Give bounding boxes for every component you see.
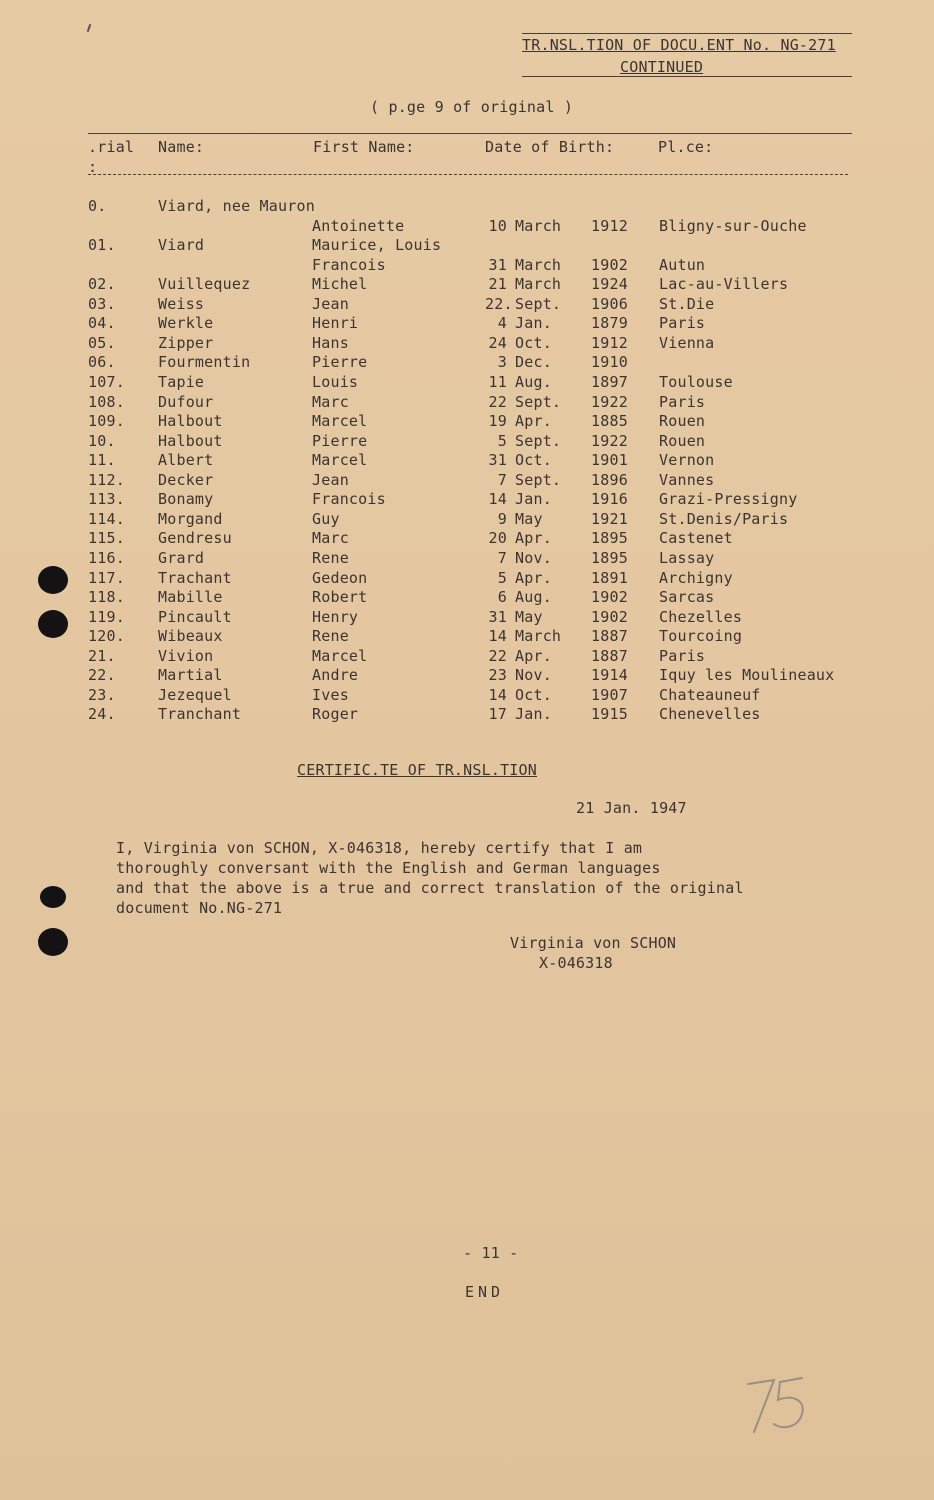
column-header-place: Pl.ce: bbox=[658, 138, 714, 156]
birthplace-cell: Lac-au-Villers bbox=[659, 275, 789, 294]
first-name-cell: Jean bbox=[312, 294, 349, 313]
surname-cell: Tapie bbox=[158, 373, 205, 391]
signature-id: X-046318 bbox=[539, 954, 613, 972]
birthplace-cell: Sarcas bbox=[659, 588, 715, 606]
first-name-cell: Marc bbox=[312, 392, 349, 411]
birthplace-cell: Vernon bbox=[659, 451, 715, 470]
surname-cell: Grard bbox=[158, 548, 205, 567]
birth-month-cell: Aug. bbox=[515, 588, 552, 606]
first-name-cell: Marcel bbox=[312, 646, 368, 665]
certificate-date: 21 Jan. 1947 bbox=[576, 799, 687, 817]
birth-day-cell: 5 bbox=[497, 568, 507, 587]
surname-cell: Decker bbox=[158, 470, 214, 489]
birth-day-cell: 7 bbox=[497, 548, 507, 567]
surname-cell: Zipper bbox=[158, 333, 214, 352]
serial-number: 10. bbox=[88, 431, 116, 450]
first-name-cell: Marcel bbox=[312, 451, 368, 470]
surname-cell: Pincault bbox=[158, 607, 232, 626]
surname-cell: Gendresu bbox=[158, 529, 232, 548]
certificate-line: and that the above is a true and correct translation of the original bbox=[116, 879, 744, 897]
birth-day-cell: 22 bbox=[488, 392, 507, 411]
birth-month-cell: Nov. bbox=[515, 548, 552, 567]
surname-cell: Trachant bbox=[158, 568, 232, 587]
first-name-cell: Maurice, Louis bbox=[312, 236, 442, 255]
surname-cell: Fourmentin bbox=[158, 353, 251, 372]
birthplace-cell: Vannes bbox=[659, 470, 715, 489]
first-name-cell: Gedeon bbox=[312, 568, 368, 587]
serial-number: 118. bbox=[88, 588, 125, 606]
surname-cell: Martial bbox=[158, 666, 223, 685]
birth-month-cell: Sept. bbox=[515, 392, 562, 411]
birthplace-cell: Autun bbox=[659, 255, 706, 274]
birth-year-cell: 1885 bbox=[591, 412, 628, 431]
surname-cell: Halbout bbox=[158, 431, 223, 450]
birthplace-cell: Chezelles bbox=[659, 607, 743, 626]
birth-year-cell: 1902 bbox=[591, 607, 628, 626]
birth-day-cell: 23 bbox=[488, 666, 507, 685]
birth-month-cell: Nov. bbox=[515, 666, 552, 685]
first-name-cell: Henri bbox=[312, 314, 359, 333]
birth-year-cell: 1915 bbox=[591, 705, 628, 724]
first-name-cell: Ives bbox=[312, 685, 349, 704]
birth-month-cell: Jan. bbox=[515, 705, 552, 724]
certificate-line: document No.NG-271 bbox=[116, 899, 283, 917]
header-bottom-rule bbox=[522, 76, 852, 77]
first-name-cell: Jean bbox=[312, 470, 349, 489]
serial-number: 21. bbox=[88, 646, 116, 665]
serial-number: 115. bbox=[88, 529, 125, 548]
serial-number: 02. bbox=[88, 275, 116, 294]
birth-year-cell: 1891 bbox=[591, 568, 628, 587]
birthplace-cell: Chateauneuf bbox=[659, 685, 761, 704]
first-name-cell: Michel bbox=[312, 275, 368, 294]
serial-number: 0. bbox=[88, 197, 107, 215]
birth-year-cell: 1906 bbox=[591, 294, 628, 313]
surname-cell: Dufour bbox=[158, 392, 214, 411]
serial-number: 117. bbox=[88, 568, 125, 587]
birth-day-cell: 10 bbox=[488, 216, 507, 235]
birth-year-cell: 1922 bbox=[591, 431, 628, 450]
birth-year-cell: 1912 bbox=[591, 333, 628, 352]
punch-hole bbox=[38, 610, 68, 638]
first-name-cell: Francois bbox=[312, 255, 386, 274]
serial-number: 06. bbox=[88, 353, 116, 372]
birth-day-cell: 19 bbox=[488, 412, 507, 431]
birth-year-cell: 1887 bbox=[591, 646, 628, 665]
birth-month-cell: Dec. bbox=[515, 353, 552, 372]
birth-day-cell: 14 bbox=[488, 490, 507, 509]
certificate-line: I, Virginia von SCHON, X-046318, hereby certify that I am bbox=[116, 839, 643, 857]
birth-month-cell: Apr. bbox=[515, 568, 552, 587]
birth-month-cell: Apr. bbox=[515, 529, 552, 548]
birth-month-cell: Aug. bbox=[515, 373, 552, 391]
birth-day-cell: 31 bbox=[488, 255, 507, 274]
serial-number: 114. bbox=[88, 509, 125, 528]
birthplace-cell: Paris bbox=[659, 314, 706, 333]
surname-cell: Halbout bbox=[158, 412, 223, 431]
first-name-cell: Marcel bbox=[312, 412, 368, 431]
continued-label: CONTINUED bbox=[620, 58, 704, 76]
birthplace-cell: Lassay bbox=[659, 548, 715, 567]
birth-month-cell: Sept. bbox=[515, 431, 562, 450]
handwritten-page-mark bbox=[740, 1370, 820, 1440]
birthplace-cell: Grazi-Pressigny bbox=[659, 490, 798, 509]
surname-cell: Bonamy bbox=[158, 490, 214, 509]
column-header-date-of-birth: Date of Birth: bbox=[485, 138, 615, 156]
serial-number: 120. bbox=[88, 627, 125, 646]
surname-cell: Wibeaux bbox=[158, 627, 223, 646]
serial-number: 22. bbox=[88, 666, 116, 685]
birth-year-cell: 1887 bbox=[591, 627, 628, 646]
birth-month-cell: March bbox=[515, 216, 562, 235]
birth-day-cell: 4 bbox=[497, 314, 507, 333]
page-reference: ( p.ge 9 of original ) bbox=[370, 98, 574, 116]
birth-year-cell: 1896 bbox=[591, 470, 628, 489]
birth-year-cell: 1922 bbox=[591, 392, 628, 411]
column-header-serial-sub: : bbox=[88, 158, 98, 176]
birth-month-cell: March bbox=[515, 275, 562, 294]
birth-year-cell: 1902 bbox=[591, 255, 628, 274]
document-title: TR.NSL.TION OF DOCU.ENT No. NG-271 bbox=[522, 36, 836, 54]
column-header-serial: .rial bbox=[88, 138, 135, 156]
table-top-rule bbox=[88, 133, 852, 134]
birthplace-cell: Tourcoing bbox=[659, 627, 743, 646]
first-name-cell: Francois bbox=[312, 490, 386, 509]
serial-number: 112. bbox=[88, 470, 125, 489]
birth-day-cell: 5 bbox=[497, 431, 507, 450]
birthplace-cell: St.Denis/Paris bbox=[659, 509, 789, 528]
serial-number: 23. bbox=[88, 685, 116, 704]
birth-day-cell: 3 bbox=[497, 353, 507, 372]
surname-cell: Morgand bbox=[158, 509, 223, 528]
birth-day-cell: 14 bbox=[488, 685, 507, 704]
certificate-title: CERTIFIC.TE OF TR.NSL.TION bbox=[297, 761, 537, 779]
serial-number: 113. bbox=[88, 490, 125, 509]
first-name-cell: Robert bbox=[312, 588, 368, 606]
birth-day-cell: 21 bbox=[488, 275, 507, 294]
birth-day-cell: 24 bbox=[488, 333, 507, 352]
header-top-rule bbox=[522, 33, 852, 34]
birth-year-cell: 1897 bbox=[591, 373, 628, 391]
first-name-cell: Hans bbox=[312, 333, 349, 352]
surname-cell: Vuillequez bbox=[158, 275, 251, 294]
first-name-cell: Antoinette bbox=[312, 216, 405, 235]
birth-day-cell: 7 bbox=[497, 470, 507, 489]
first-name-cell: Andre bbox=[312, 666, 359, 685]
end-marker: END bbox=[465, 1283, 505, 1301]
surname-cell: Jezequel bbox=[158, 685, 232, 704]
birth-day-cell: 9 bbox=[497, 509, 507, 528]
surname-cell: Werkle bbox=[158, 314, 214, 333]
serial-number: 01. bbox=[88, 236, 116, 255]
birthplace-cell: Archigny bbox=[659, 568, 733, 587]
birth-year-cell: 1895 bbox=[591, 529, 628, 548]
first-name-cell: Marc bbox=[312, 529, 349, 548]
first-name-cell: Henry bbox=[312, 607, 359, 626]
surname-cell: Viard bbox=[158, 236, 205, 255]
birth-month-cell: Apr. bbox=[515, 646, 552, 665]
birthplace-cell: Paris bbox=[659, 392, 706, 411]
surname-cell: Mabille bbox=[158, 588, 223, 606]
first-name-cell: Rene bbox=[312, 548, 349, 567]
birth-year-cell: 1921 bbox=[591, 509, 628, 528]
surname-cell: Vivion bbox=[158, 646, 214, 665]
punch-hole bbox=[38, 566, 68, 594]
serial-number: 11. bbox=[88, 451, 116, 470]
birth-month-cell: Sept. bbox=[515, 470, 562, 489]
birth-year-cell: 1901 bbox=[591, 451, 628, 470]
birth-year-cell: 1895 bbox=[591, 548, 628, 567]
birth-year-cell: 1879 bbox=[591, 314, 628, 333]
serial-number: 04. bbox=[88, 314, 116, 333]
serial-number: 108. bbox=[88, 392, 125, 411]
punch-hole bbox=[38, 928, 68, 956]
column-header-name: Name: bbox=[158, 138, 205, 156]
birth-day-cell: 14 bbox=[488, 627, 507, 646]
serial-number: 24. bbox=[88, 705, 116, 724]
signature-name: Virginia von SCHON bbox=[510, 934, 677, 952]
birth-month-cell: Sept. bbox=[515, 294, 562, 313]
birth-year-cell: 1902 bbox=[591, 588, 628, 606]
serial-number: 03. bbox=[88, 294, 116, 313]
birth-month-cell: Jan. bbox=[515, 490, 552, 509]
birth-year-cell: 1916 bbox=[591, 490, 628, 509]
serial-number: 05. bbox=[88, 333, 116, 352]
first-name-cell: Louis bbox=[312, 373, 359, 391]
first-name-cell: Pierre bbox=[312, 431, 368, 450]
birth-day-cell: 17 bbox=[488, 705, 507, 724]
punch-hole bbox=[40, 886, 66, 908]
birth-month-cell: Oct. bbox=[515, 333, 552, 352]
first-name-cell: Roger bbox=[312, 705, 359, 724]
table-header-rule bbox=[88, 174, 848, 175]
birth-day-cell: 31 bbox=[488, 451, 507, 470]
serial-number: 107. bbox=[88, 373, 125, 391]
birthplace-cell: Rouen bbox=[659, 412, 706, 431]
birth-day-cell: 22. bbox=[485, 294, 513, 313]
birthplace-cell: Toulouse bbox=[659, 373, 733, 391]
first-name-cell: Guy bbox=[312, 509, 340, 528]
birthplace-cell: Rouen bbox=[659, 431, 706, 450]
birthplace-cell: Iquy les Moulineaux bbox=[659, 666, 835, 685]
first-name-cell: Rene bbox=[312, 627, 349, 646]
serial-number: 119. bbox=[88, 607, 125, 626]
surname-cell: Tranchant bbox=[158, 705, 242, 724]
birth-month-cell: Oct. bbox=[515, 685, 552, 704]
birth-year-cell: 1914 bbox=[591, 666, 628, 685]
birth-month-cell: March bbox=[515, 627, 562, 646]
birth-month-cell: Oct. bbox=[515, 451, 552, 470]
surname-cell: Viard, nee Mauron bbox=[158, 197, 315, 215]
column-header-first-name: First Name: bbox=[313, 138, 415, 156]
birth-month-cell: Apr. bbox=[515, 412, 552, 431]
birthplace-cell: Bligny-sur-Ouche bbox=[659, 216, 807, 235]
birth-year-cell: 1907 bbox=[591, 685, 628, 704]
birth-year-cell: 1912 bbox=[591, 216, 628, 235]
birth-day-cell: 22 bbox=[488, 646, 507, 665]
birth-year-cell: 1924 bbox=[591, 275, 628, 294]
birth-month-cell: March bbox=[515, 255, 562, 274]
birthplace-cell: Castenet bbox=[659, 529, 733, 548]
birth-day-cell: 11 bbox=[488, 373, 507, 391]
page-number: - 11 - bbox=[463, 1244, 519, 1262]
birthplace-cell: Paris bbox=[659, 646, 706, 665]
birthplace-cell: Chenevelles bbox=[659, 705, 761, 724]
surname-cell: Albert bbox=[158, 451, 214, 470]
birth-month-cell: May bbox=[515, 509, 543, 528]
birth-day-cell: 6 bbox=[497, 588, 507, 606]
birth-day-cell: 20 bbox=[488, 529, 507, 548]
certificate-line: thoroughly conversant with the English and German languages bbox=[116, 859, 661, 877]
birthplace-cell: Vienna bbox=[659, 333, 715, 352]
first-name-cell: Pierre bbox=[312, 353, 368, 372]
birth-day-cell: 31 bbox=[488, 607, 507, 626]
surname-cell: Weiss bbox=[158, 294, 205, 313]
birthplace-cell: St.Die bbox=[659, 294, 715, 313]
serial-number: 109. bbox=[88, 412, 125, 431]
margin-tick-mark bbox=[87, 24, 92, 32]
serial-number: 116. bbox=[88, 548, 125, 567]
birth-month-cell: May bbox=[515, 607, 543, 626]
birth-month-cell: Jan. bbox=[515, 314, 552, 333]
birth-year-cell: 1910 bbox=[591, 353, 628, 372]
